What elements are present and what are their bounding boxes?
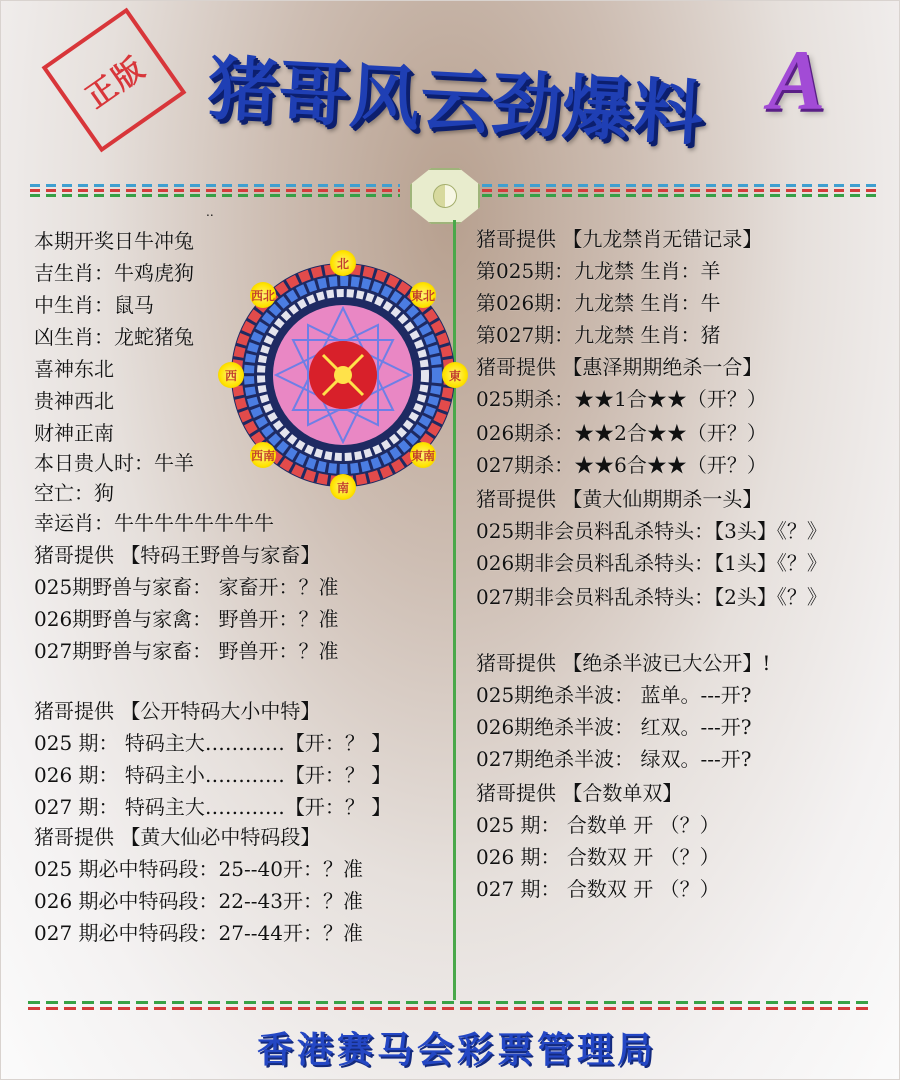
left-line: 025期野兽与家畜： 家畜开：？准: [34, 575, 339, 599]
right-line: 025 期： 合数单 开 （？）: [476, 813, 720, 837]
left-line: 025 期： 特码主大…………【开：？ 】: [34, 731, 392, 755]
right-line: 第027期：九龙禁 生肖：猪: [476, 323, 721, 347]
right-line: 第026期：九龙禁 生肖：牛: [476, 291, 721, 315]
right-line: 026期绝杀半波： 红双。---开?: [476, 715, 752, 739]
left-line: 026期野兽与家禽： 野兽开：？准: [34, 607, 339, 631]
right-line: 026期杀：★★2合★★（开？）: [476, 421, 767, 445]
footer-title: 香港赛马会彩票管理局: [256, 1030, 657, 1071]
right-line: 猪哥提供 【黄大仙期期杀一头】: [476, 487, 763, 511]
wheel-label-west: 西: [218, 362, 244, 388]
right-line: 025期非会员料乱杀特头：【3头】《？》: [476, 519, 827, 543]
left-line: 猪哥提供 【特码王野兽与家畜】: [34, 543, 321, 567]
right-line: 025期绝杀半波： 蓝单。---开?: [476, 683, 752, 707]
left-line: 026 期必中特码段：22--43开：？准: [34, 889, 363, 913]
bottom-dashed-band: [28, 998, 874, 1020]
right-line: 猪哥提供 【惠泽期期绝杀一合】: [476, 355, 763, 379]
wheel-label-south: 南: [330, 474, 356, 500]
left-line: 027期野兽与家畜： 野兽开：？准: [34, 639, 339, 663]
left-line: 幸运肖：牛牛牛牛牛牛牛牛: [34, 511, 274, 535]
wheel-label-southwest: 西南: [250, 442, 276, 468]
right-line: 027期非会员料乱杀特头：【2头】《？》: [476, 585, 827, 609]
small-dots: ..: [206, 205, 214, 219]
left-line: 027 期必中特码段：27--44开：？准: [34, 921, 363, 945]
left-line: 财神正南: [34, 421, 114, 445]
left-line: 猪哥提供 【公开特码大小中特】: [34, 699, 321, 723]
wheel-label-north: 北: [330, 250, 356, 276]
right-line: 025期杀：★★1合★★（开？）: [476, 387, 767, 411]
main-title: 猪哥风云劲爆料: [205, 47, 707, 156]
right-line: 027 期： 合数双 开 （？）: [476, 877, 720, 901]
right-line: 027期绝杀半波： 绿双。---开?: [476, 747, 752, 771]
wheel-label-east: 東: [442, 362, 468, 388]
left-line: 027 期： 特码主大…………【开：？ 】: [34, 795, 392, 819]
left-line: 猪哥提供 【黄大仙必中特码段】: [34, 825, 321, 849]
right-line: 猪哥提供 【合数单双】: [476, 781, 683, 805]
left-line: 吉生肖：牛鸡虎狗: [34, 261, 194, 285]
wheel-label-southeast: 東南: [410, 442, 436, 468]
fortune-wheel: [218, 250, 468, 500]
left-line: 本期开奖日牛冲兔: [34, 229, 194, 253]
left-line: 空亡：狗: [34, 481, 114, 505]
left-line: 贵神西北: [34, 389, 114, 413]
right-line: 猪哥提供 【绝杀半波已大公开】!: [476, 651, 771, 675]
left-line: 中生肖：鼠马: [34, 293, 154, 317]
left-line: 025 期必中特码段：25--40开：？准: [34, 857, 363, 881]
left-line: 喜神东北: [34, 357, 114, 381]
genuine-stamp: 正版: [42, 8, 187, 153]
right-line: 第025期：九龙禁 生肖：羊: [476, 259, 721, 283]
wheel-label-northwest: 西北: [250, 282, 276, 308]
wheel-label-northeast: 東北: [410, 282, 436, 308]
top-left-dashed-band: [30, 182, 400, 200]
right-line: 026 期： 合数双 开 （？）: [476, 845, 720, 869]
right-line: 027期杀：★★6合★★（开？）: [476, 453, 767, 477]
left-line: 凶生肖：龙蛇猪兔: [34, 325, 194, 349]
left-line: 本日贵人时：牛羊: [34, 451, 194, 475]
left-line: 026 期： 特码主小…………【开：？ 】: [34, 763, 392, 787]
right-line: 026期非会员料乱杀特头：【1头】《？》: [476, 551, 827, 575]
edition-letter: A: [768, 32, 826, 128]
yin-yang-icon: [433, 184, 457, 208]
right-line: 猪哥提供 【九龙禁肖无错记录】: [476, 227, 763, 251]
top-right-dashed-band: [482, 182, 882, 200]
